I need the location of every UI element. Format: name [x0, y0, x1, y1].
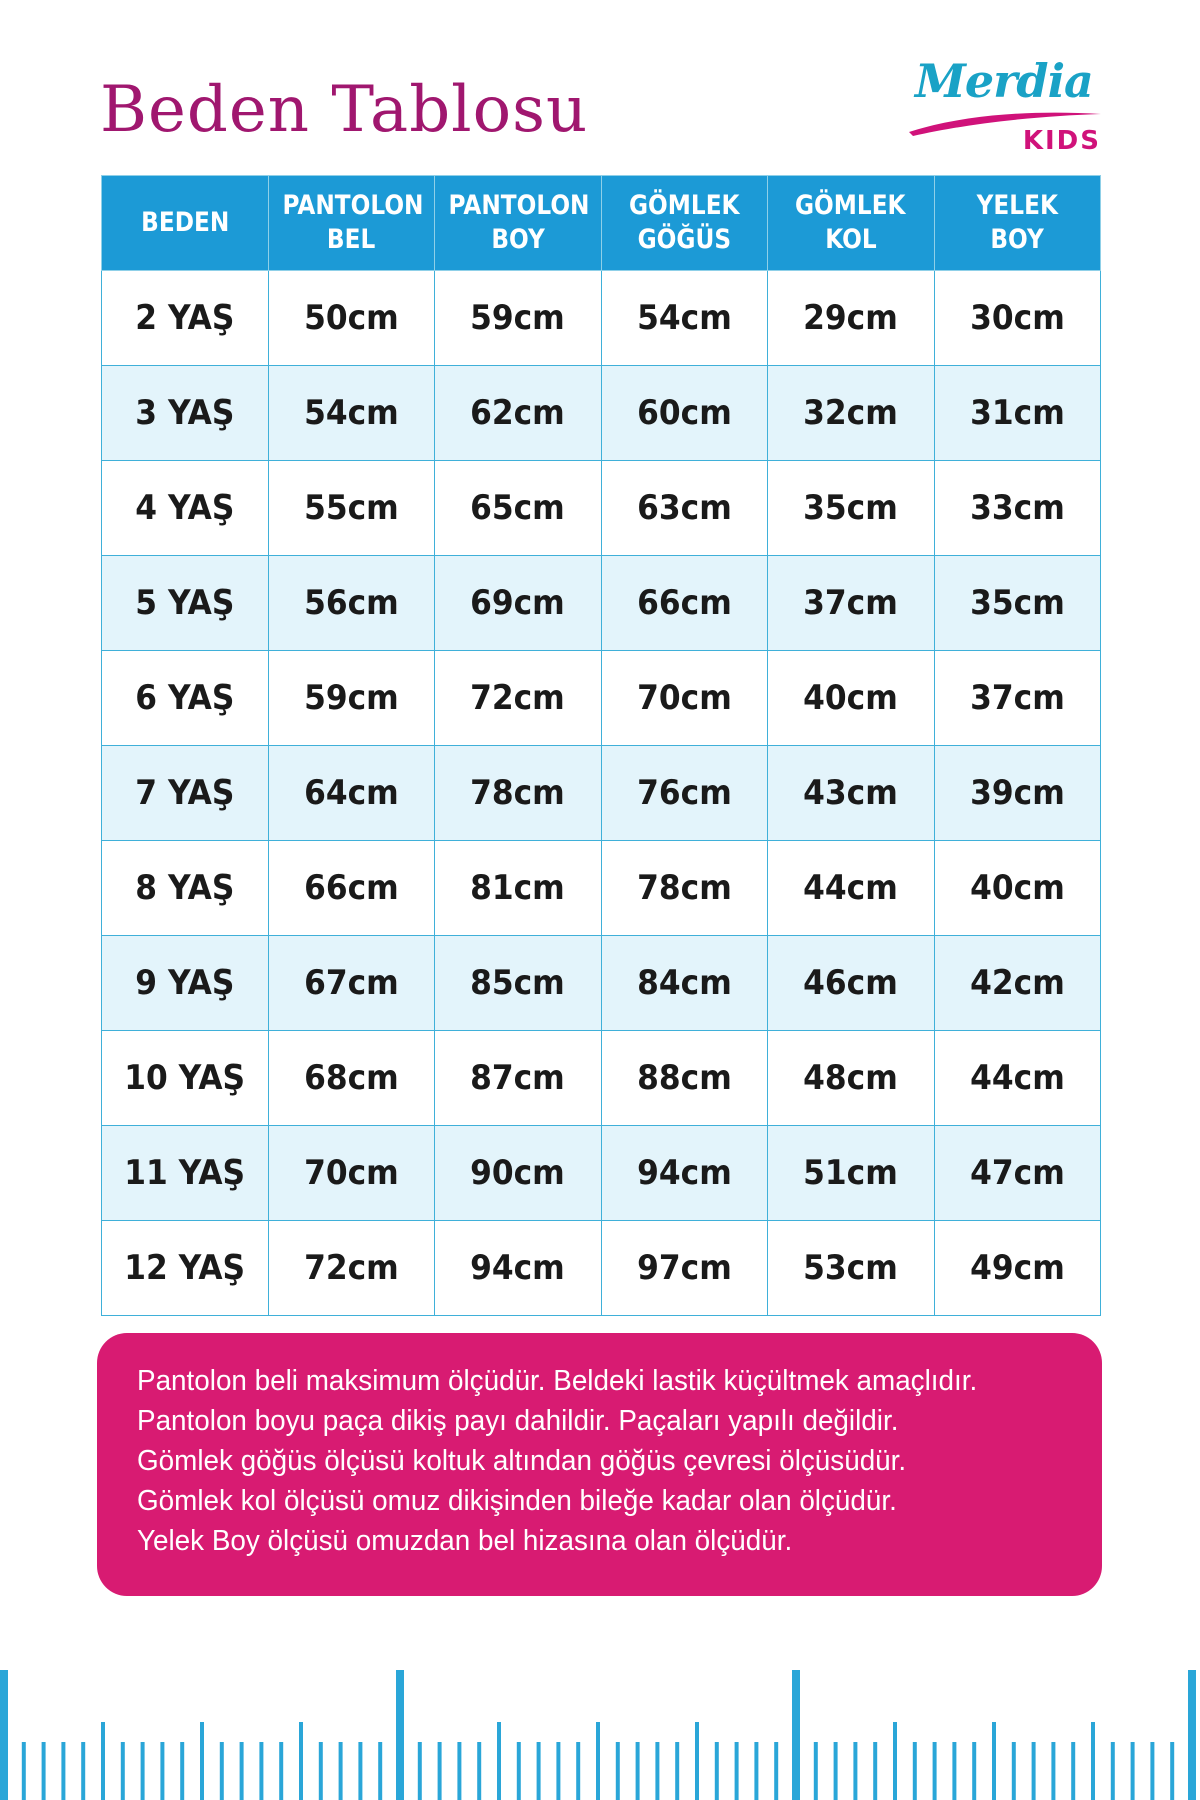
cell-value: 2 YAŞ	[135, 298, 235, 338]
size-cell	[102, 936, 269, 1031]
measure-cell	[601, 556, 768, 651]
cell-value: 67cm	[303, 963, 399, 1003]
cell-value: 48cm	[803, 1058, 899, 1098]
cell-value: 81cm	[470, 868, 566, 908]
measure-cell	[601, 1031, 768, 1126]
measure-cell	[268, 556, 435, 651]
measure-cell	[435, 936, 602, 1031]
cell-value: 65cm	[470, 488, 566, 528]
measure-cell	[601, 746, 768, 841]
column-header	[934, 176, 1101, 271]
column-header-label: KOL	[825, 224, 877, 255]
measure-cell	[934, 461, 1101, 556]
cell-value: 47cm	[969, 1153, 1065, 1193]
brand-logo	[905, 54, 1105, 162]
cell-value: 44cm	[803, 868, 899, 908]
table-row	[102, 746, 1101, 841]
note-line: Gömlek kol ölçüsü omuz dikişinden bileğe kadar olan ölçüdür.	[137, 1485, 897, 1517]
measure-cell	[768, 271, 935, 366]
cell-value: 85cm	[470, 963, 566, 1003]
size-cell	[102, 461, 269, 556]
table-body	[102, 271, 1101, 1316]
cell-value: 31cm	[969, 393, 1065, 433]
measure-cell	[768, 1126, 935, 1221]
cell-value: 72cm	[303, 1248, 399, 1288]
table-row	[102, 366, 1101, 461]
cell-value: 33cm	[969, 488, 1065, 528]
table-row	[102, 1221, 1101, 1316]
table-header-row	[102, 176, 1101, 271]
measure-cell	[601, 651, 768, 746]
cell-value: 87cm	[470, 1058, 566, 1098]
measure-cell	[934, 936, 1101, 1031]
measure-cell	[768, 651, 935, 746]
measure-cell	[934, 366, 1101, 461]
measure-cell	[268, 651, 435, 746]
measure-cell	[435, 651, 602, 746]
measure-cell	[768, 746, 935, 841]
cell-value: 70cm	[636, 678, 732, 718]
cell-value: 37cm	[969, 678, 1065, 718]
cell-value: 54cm	[303, 393, 399, 433]
cell-value: 60cm	[636, 393, 732, 433]
column-header	[268, 176, 435, 271]
cell-value: 94cm	[636, 1153, 732, 1193]
cell-value: 35cm	[803, 488, 899, 528]
column-header-label: BEDEN	[140, 207, 229, 238]
cell-value: 59cm	[303, 678, 399, 718]
column-header-label: GÖMLEK	[795, 190, 907, 221]
table-row	[102, 651, 1101, 746]
measure-cell	[268, 1126, 435, 1221]
measure-cell	[601, 841, 768, 936]
cell-value: 12 YAŞ	[124, 1248, 246, 1288]
column-header-label: YELEK	[976, 190, 1058, 221]
note-line: Pantolon beli maksimum ölçüdür. Beldeki lastik küçültmek amaçlıdır.	[137, 1365, 978, 1397]
size-cell	[102, 746, 269, 841]
note-line: Gömlek göğüs ölçüsü koltuk altından göğüs çevresi ölçüsüdür.	[137, 1445, 907, 1477]
column-header-label: PANTOLON	[281, 190, 423, 221]
measure-cell	[435, 366, 602, 461]
cell-value: 30cm	[969, 298, 1065, 338]
measure-cell	[601, 271, 768, 366]
table-row	[102, 556, 1101, 651]
cell-value: 68cm	[303, 1058, 399, 1098]
measure-cell	[768, 556, 935, 651]
brand-sub: KIDS	[1022, 126, 1101, 156]
measure-cell	[934, 271, 1101, 366]
measure-cell	[435, 271, 602, 366]
brand-name: Merdia	[915, 54, 1093, 108]
cell-value: 70cm	[303, 1153, 399, 1193]
measure-cell	[435, 1221, 602, 1316]
cell-value: 66cm	[303, 868, 399, 908]
table-row	[102, 1031, 1101, 1126]
cell-value: 11 YAŞ	[124, 1153, 246, 1193]
cell-value: 78cm	[470, 773, 566, 813]
cell-value: 69cm	[470, 583, 566, 623]
column-header-label: GÖMLEK	[628, 190, 740, 221]
column-header-label: BOY	[491, 224, 545, 255]
cell-value: 44cm	[969, 1058, 1065, 1098]
cell-value: 63cm	[636, 488, 732, 528]
cell-value: 8 YAŞ	[135, 868, 235, 908]
cell-value: 37cm	[803, 583, 899, 623]
cell-value: 59cm	[470, 298, 566, 338]
cell-value: 9 YAŞ	[135, 963, 235, 1003]
measure-cell	[934, 1031, 1101, 1126]
size-cell	[102, 366, 269, 461]
ruler-decoration	[0, 1650, 1200, 1800]
measure-cell	[934, 651, 1101, 746]
column-header	[601, 176, 768, 271]
size-cell	[102, 1221, 269, 1316]
column-header-label: BEL	[327, 224, 376, 255]
measure-cell	[601, 366, 768, 461]
measure-cell	[268, 461, 435, 556]
cell-value: 78cm	[636, 868, 732, 908]
cell-value: 39cm	[969, 773, 1065, 813]
measure-cell	[601, 1126, 768, 1221]
column-header-label: GÖĞÜS	[637, 224, 731, 255]
measure-cell	[268, 841, 435, 936]
cell-value: 40cm	[803, 678, 899, 718]
measure-cell	[435, 1031, 602, 1126]
measure-cell	[934, 1221, 1101, 1316]
cell-value: 40cm	[969, 868, 1065, 908]
measure-cell	[268, 271, 435, 366]
column-header	[768, 176, 935, 271]
size-cell	[102, 271, 269, 366]
cell-value: 64cm	[303, 773, 399, 813]
cell-value: 4 YAŞ	[135, 488, 235, 528]
note-line: Pantolon boyu paça dikiş payı dahildir. Paçaları yapılı değildir.	[137, 1405, 899, 1437]
measure-cell	[934, 841, 1101, 936]
cell-value: 51cm	[803, 1153, 899, 1193]
table-row	[102, 271, 1101, 366]
measure-cell	[601, 1221, 768, 1316]
measure-cell	[268, 746, 435, 841]
cell-value: 29cm	[803, 298, 899, 338]
cell-value: 84cm	[636, 963, 732, 1003]
cell-value: 46cm	[803, 963, 899, 1003]
size-cell	[102, 1031, 269, 1126]
column-header-label: BOY	[990, 224, 1044, 255]
cell-value: 56cm	[303, 583, 399, 623]
measure-cell	[268, 1031, 435, 1126]
cell-value: 72cm	[470, 678, 566, 718]
cell-value: 62cm	[470, 393, 566, 433]
size-cell	[102, 651, 269, 746]
measure-cell	[435, 461, 602, 556]
measure-cell	[268, 936, 435, 1031]
table-row	[102, 461, 1101, 556]
cell-value: 54cm	[636, 298, 732, 338]
measure-cell	[768, 1221, 935, 1316]
measure-cell	[768, 936, 935, 1031]
measure-cell	[601, 461, 768, 556]
size-cell	[102, 556, 269, 651]
measure-cell	[268, 366, 435, 461]
measure-cell	[934, 746, 1101, 841]
page-title: Beden Tablosu	[100, 73, 589, 147]
cell-value: 5 YAŞ	[135, 583, 235, 623]
note-line: Yelek Boy ölçüsü omuzdan bel hizasına olan ölçüdür.	[137, 1525, 793, 1557]
measure-cell	[435, 556, 602, 651]
measure-cell	[601, 936, 768, 1031]
cell-value: 32cm	[803, 393, 899, 433]
measure-cell	[435, 1126, 602, 1221]
column-header	[102, 176, 269, 271]
cell-value: 94cm	[470, 1248, 566, 1288]
measure-cell	[768, 1031, 935, 1126]
measure-cell	[768, 461, 935, 556]
cell-value: 10 YAŞ	[124, 1058, 246, 1098]
cell-value: 53cm	[803, 1248, 899, 1288]
cell-value: 55cm	[303, 488, 399, 528]
cell-value: 49cm	[969, 1248, 1065, 1288]
cell-value: 50cm	[303, 298, 399, 338]
cell-value: 7 YAŞ	[135, 773, 235, 813]
table-row	[102, 936, 1101, 1031]
cell-value: 90cm	[470, 1153, 566, 1193]
cell-value: 66cm	[636, 583, 732, 623]
cell-value: 76cm	[636, 773, 732, 813]
measure-cell	[435, 746, 602, 841]
table-row	[102, 841, 1101, 936]
size-table	[101, 175, 1101, 1316]
table-row	[102, 1126, 1101, 1221]
size-cell	[102, 841, 269, 936]
measure-cell	[934, 1126, 1101, 1221]
measure-cell	[435, 841, 602, 936]
cell-value: 97cm	[636, 1248, 732, 1288]
size-cell	[102, 1126, 269, 1221]
measure-cell	[934, 556, 1101, 651]
cell-value: 6 YAŞ	[135, 678, 235, 718]
measure-cell	[768, 366, 935, 461]
cell-value: 42cm	[969, 963, 1065, 1003]
cell-value: 88cm	[636, 1058, 732, 1098]
cell-value: 3 YAŞ	[135, 393, 235, 433]
measure-cell	[768, 841, 935, 936]
column-header-label: PANTOLON	[448, 190, 590, 221]
column-header	[435, 176, 602, 271]
measure-cell	[268, 1221, 435, 1316]
cell-value: 43cm	[803, 773, 899, 813]
notes-box	[97, 1333, 1102, 1596]
cell-value: 35cm	[969, 583, 1065, 623]
